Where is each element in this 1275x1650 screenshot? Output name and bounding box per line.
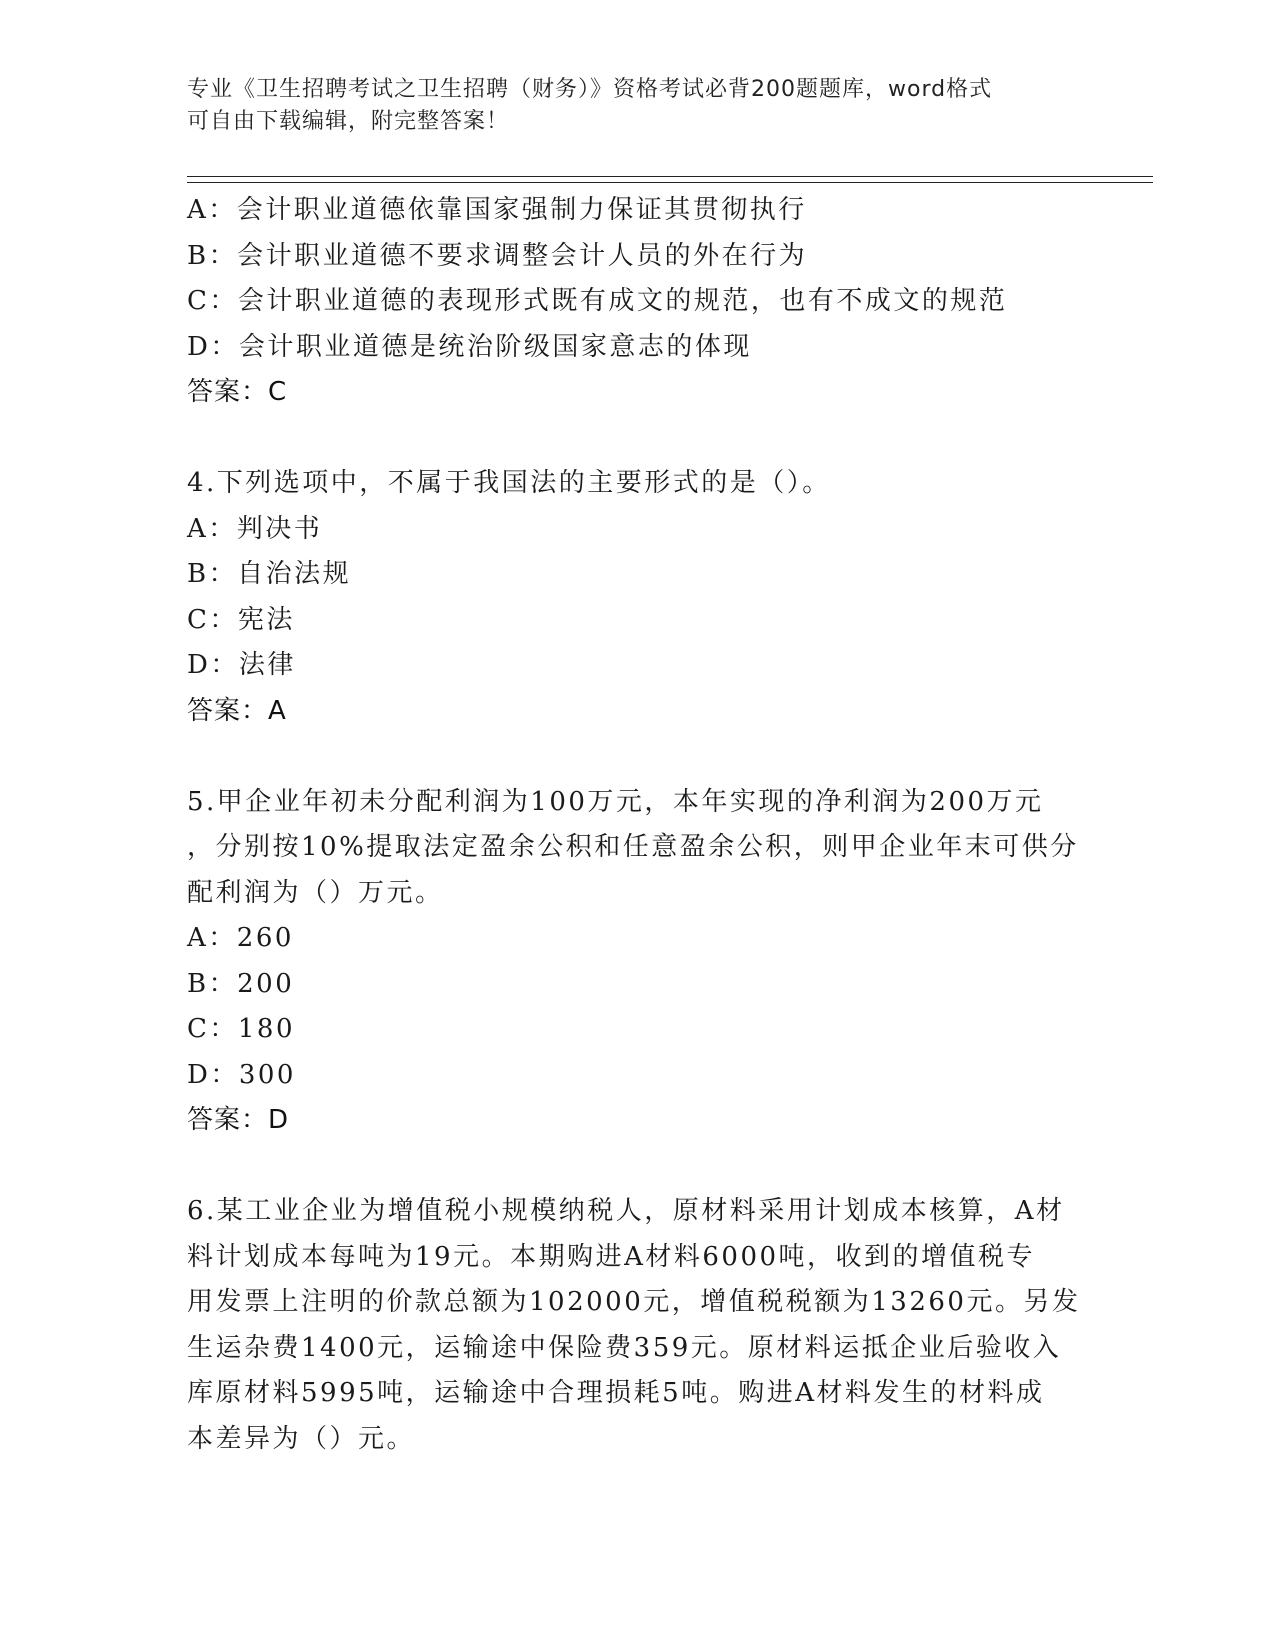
header-divider-bottom	[187, 182, 1153, 183]
question-stem-line-2: 料计划成本每吨为19元。本期购进A材料6000吨，收到的增值税专	[187, 1241, 1036, 1272]
answer-line: 答案：D	[187, 1105, 290, 1135]
option-c: C：会计职业道德的表现形式既有成文的规范，也有不成文的规范	[187, 286, 1008, 316]
question-3	[187, 188, 1087, 416]
option-d: D：会计职业道德是统治阶级国家意志的体现	[187, 331, 752, 362]
question-stem-line-3: 配利润为（）万元。	[187, 877, 444, 908]
answer-line: 答案：A	[187, 695, 287, 726]
option-b: B：会计职业道德不要求调整会计人员的外在行为	[187, 240, 808, 271]
option-a: A：260	[187, 923, 294, 953]
document-header	[187, 74, 1087, 138]
header-divider-top	[187, 176, 1153, 177]
option-b: B：200	[187, 968, 295, 999]
question-stem-line-4: 生运杂费1400元，运输途中保险费359元。原材料运抵企业后验收入	[187, 1332, 1062, 1363]
spacer	[187, 1144, 1087, 1190]
header-line-2: 可自由下载编辑，附完整答案！	[187, 109, 510, 134]
option-d: D：300	[187, 1059, 296, 1090]
header-line-1: 专业《卫生招聘考试之卫生招聘（财务）》资格考试必背200题题库，word格式	[187, 77, 993, 102]
question-stem-line-1: 5.甲企业年初未分配利润为100万元，本年实现的净利润为200万元	[187, 786, 1044, 817]
question-5	[187, 780, 1087, 1144]
question-stem: 4.下列选项中，不属于我国法的主要形式的是（）。	[187, 468, 831, 498]
question-6	[187, 1189, 1087, 1462]
option-c: C：180	[187, 1014, 296, 1044]
question-4	[187, 461, 1087, 734]
question-stem-line-6: 本差异为（）元。	[187, 1423, 416, 1454]
option-b: B：自治法规	[187, 559, 352, 589]
spacer	[187, 416, 1087, 462]
question-stem-line-1: 6.某工业企业为增值税小规模纳税人，原材料采用计划成本核算，A材	[187, 1196, 1065, 1226]
question-stem-line-5: 库原材料5995吨，运输途中合理损耗5吨。购进A材料发生的材料成	[187, 1378, 1045, 1408]
option-d: D：法律	[187, 650, 296, 680]
question-stem-line-2: ，分别按10%提取法定盈余公积和任意盈余公积，则甲企业年末可供分	[187, 832, 1079, 862]
option-a: A：判决书	[187, 513, 323, 544]
question-stem-line-3: 用发票上注明的价款总额为102000元，增值税税额为13260元。另发	[187, 1287, 1081, 1317]
option-c: C：宪法	[187, 604, 295, 635]
answer-line: 答案：C	[187, 377, 288, 407]
option-a: A：会计职业道德依靠国家强制力保证其贯彻执行	[187, 195, 807, 225]
question-list	[187, 188, 1087, 1462]
spacer	[187, 734, 1087, 780]
